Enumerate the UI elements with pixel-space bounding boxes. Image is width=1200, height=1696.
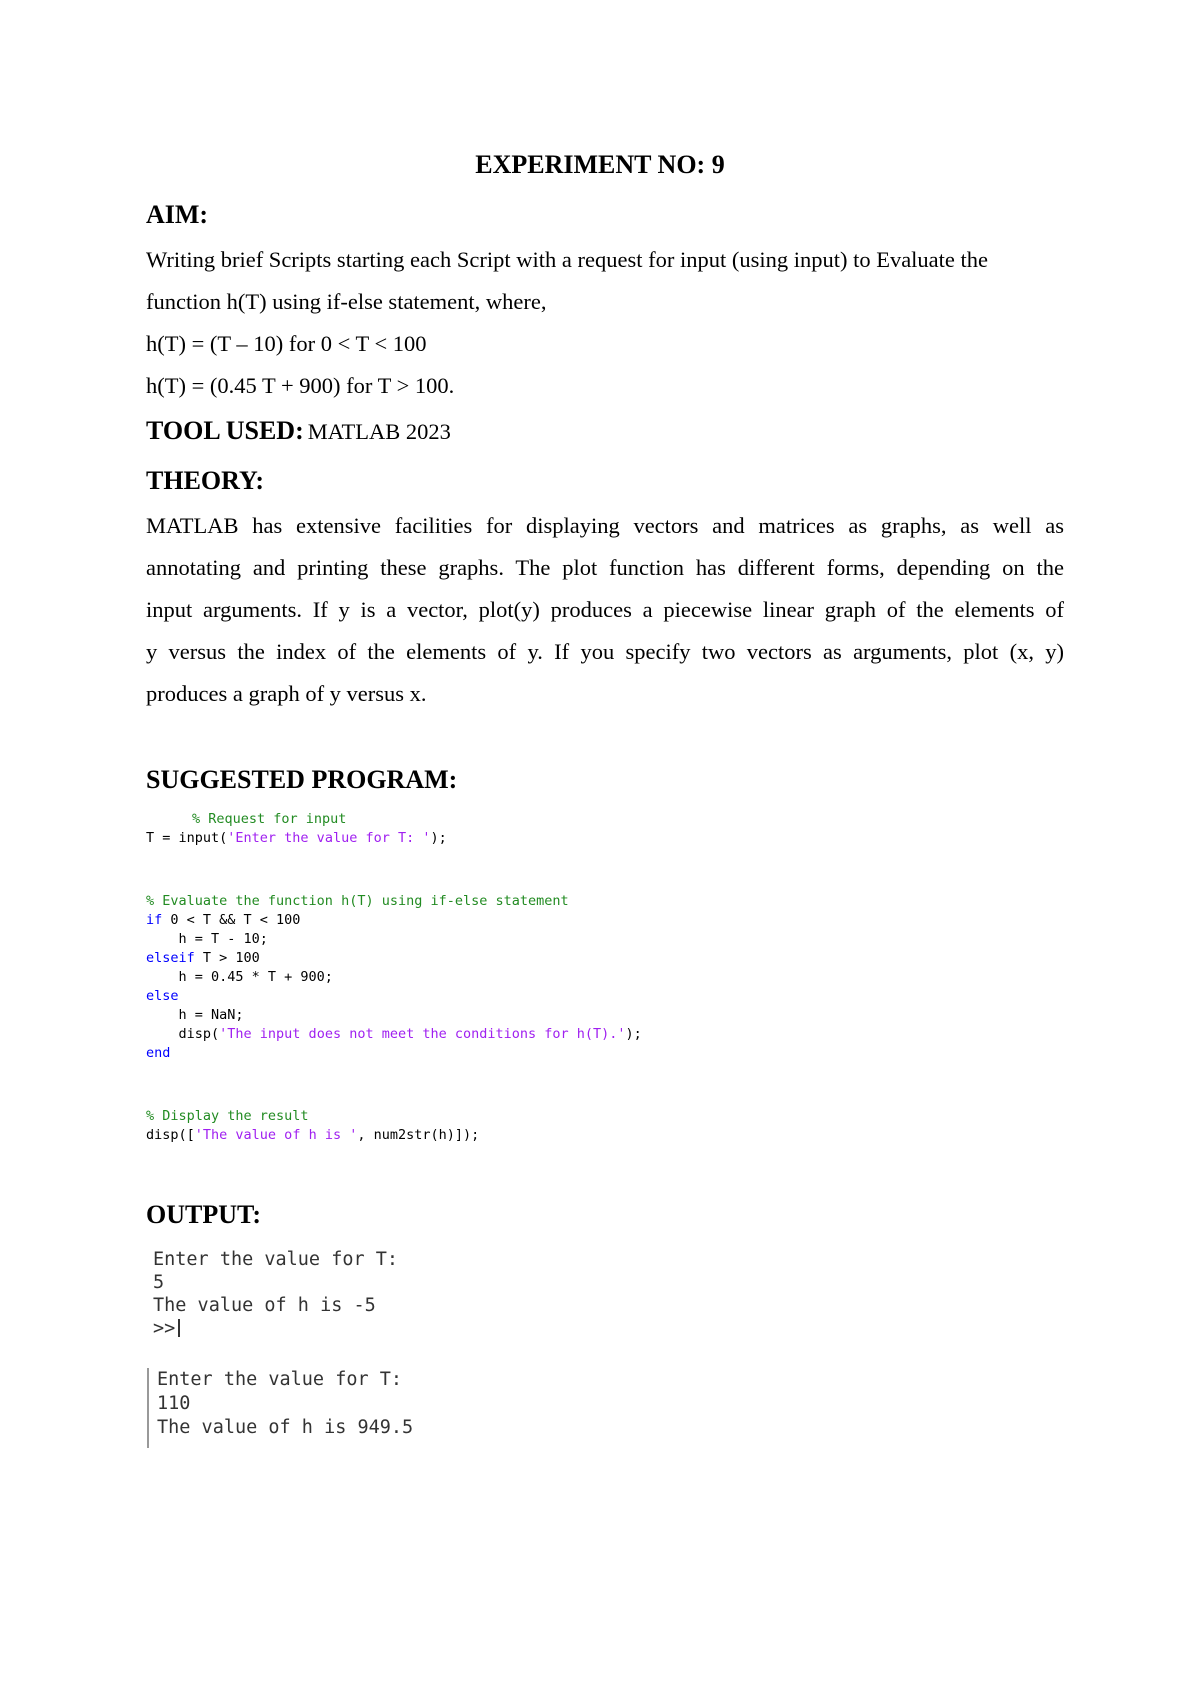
code-token: T > 100: [194, 950, 260, 966]
code-token: T = input(: [146, 830, 228, 846]
code-line-input: [146, 829, 447, 848]
code-line-disp-error: [146, 1025, 642, 1044]
program-heading: SUGGESTED PROGRAM:: [146, 765, 458, 794]
aim-equation-2: h(T) = (0.45 T + 900) for T > 100.: [146, 373, 455, 398]
code-token: disp(: [146, 1026, 220, 1042]
output-run2-input: 110: [157, 1393, 191, 1414]
theory-heading: THEORY:: [146, 466, 265, 495]
output-run2-left-border: [147, 1368, 149, 1448]
code-keyword-end: end: [146, 1045, 171, 1061]
aim-line-2: function h(T) using if-else statement, where,: [146, 289, 547, 314]
code-string: 'The value of h is ': [194, 1127, 358, 1143]
theory-line-1: MATLAB has extensive facilities for displaying vectors and matrices as graphs, as well as: [146, 513, 1064, 538]
code-line-h2: h = 0.45 * T + 900;: [146, 969, 333, 985]
code-comment-display: % Display the result: [146, 1108, 309, 1124]
code-keyword: if: [146, 912, 163, 928]
theory-line-2: annotating and printing these graphs. The plot function has different forms, depending on the: [146, 555, 1064, 580]
output-run1-command-line: [153, 1317, 180, 1340]
code-line-nan: h = NaN;: [146, 1007, 244, 1023]
output-run1-result: The value of h is -5: [153, 1295, 376, 1316]
text-cursor: [178, 1319, 180, 1337]
code-line-disp-result: [146, 1126, 479, 1145]
tool-used-heading: TOOL USED:: [146, 416, 304, 445]
output-run1-input: 5: [153, 1272, 165, 1293]
code-comment-evaluate: % Evaluate the function h(T) using if-else statement: [146, 893, 569, 909]
experiment-title: EXPERIMENT NO: 9: [475, 150, 725, 179]
theory-line-3: input arguments. If y is a vector, plot(y) produces a piecewise linear graph of the elements of: [146, 597, 1064, 622]
output-run2-result: The value of h is 949.5: [157, 1417, 414, 1438]
aim-heading: AIM:: [146, 200, 209, 229]
tool-used-line: [146, 416, 451, 450]
code-comment-request: % Request for input: [192, 811, 347, 827]
tool-used-value: MATLAB 2023: [307, 419, 451, 444]
code-string: 'The input does not meet the conditions for h(T).': [219, 1026, 626, 1042]
theory-line-4: y versus the index of the elements of y. If you specify two vectors as arguments, plot (x, y): [146, 639, 1064, 664]
code-keyword: elseif: [146, 950, 195, 966]
code-string: 'Enter the value for T: ': [227, 830, 431, 846]
code-line-elseif: [146, 949, 260, 968]
code-keyword-else: else: [146, 988, 179, 1004]
output-run1-prompt: Enter the value for T:: [153, 1249, 399, 1270]
output-heading: OUTPUT:: [146, 1200, 262, 1229]
code-token: disp([: [146, 1127, 195, 1143]
code-token: , num2str(h)]);: [357, 1127, 480, 1143]
code-token: 0 < T && T < 100: [162, 912, 301, 928]
code-token: );: [625, 1026, 642, 1042]
command-prompt: >>: [153, 1318, 176, 1339]
theory-line-5: produces a graph of y versus x.: [146, 681, 427, 706]
aim-line-1: Writing brief Scripts starting each Script with a request for input (using input) to Evaluate the: [146, 247, 989, 272]
code-line-h1: h = T - 10;: [146, 931, 268, 947]
code-line-if: [146, 911, 300, 930]
aim-equation-1: h(T) = (T – 10) for 0 < T < 100: [146, 331, 427, 356]
output-run2-prompt: Enter the value for T:: [157, 1369, 403, 1390]
code-token: );: [430, 830, 447, 846]
